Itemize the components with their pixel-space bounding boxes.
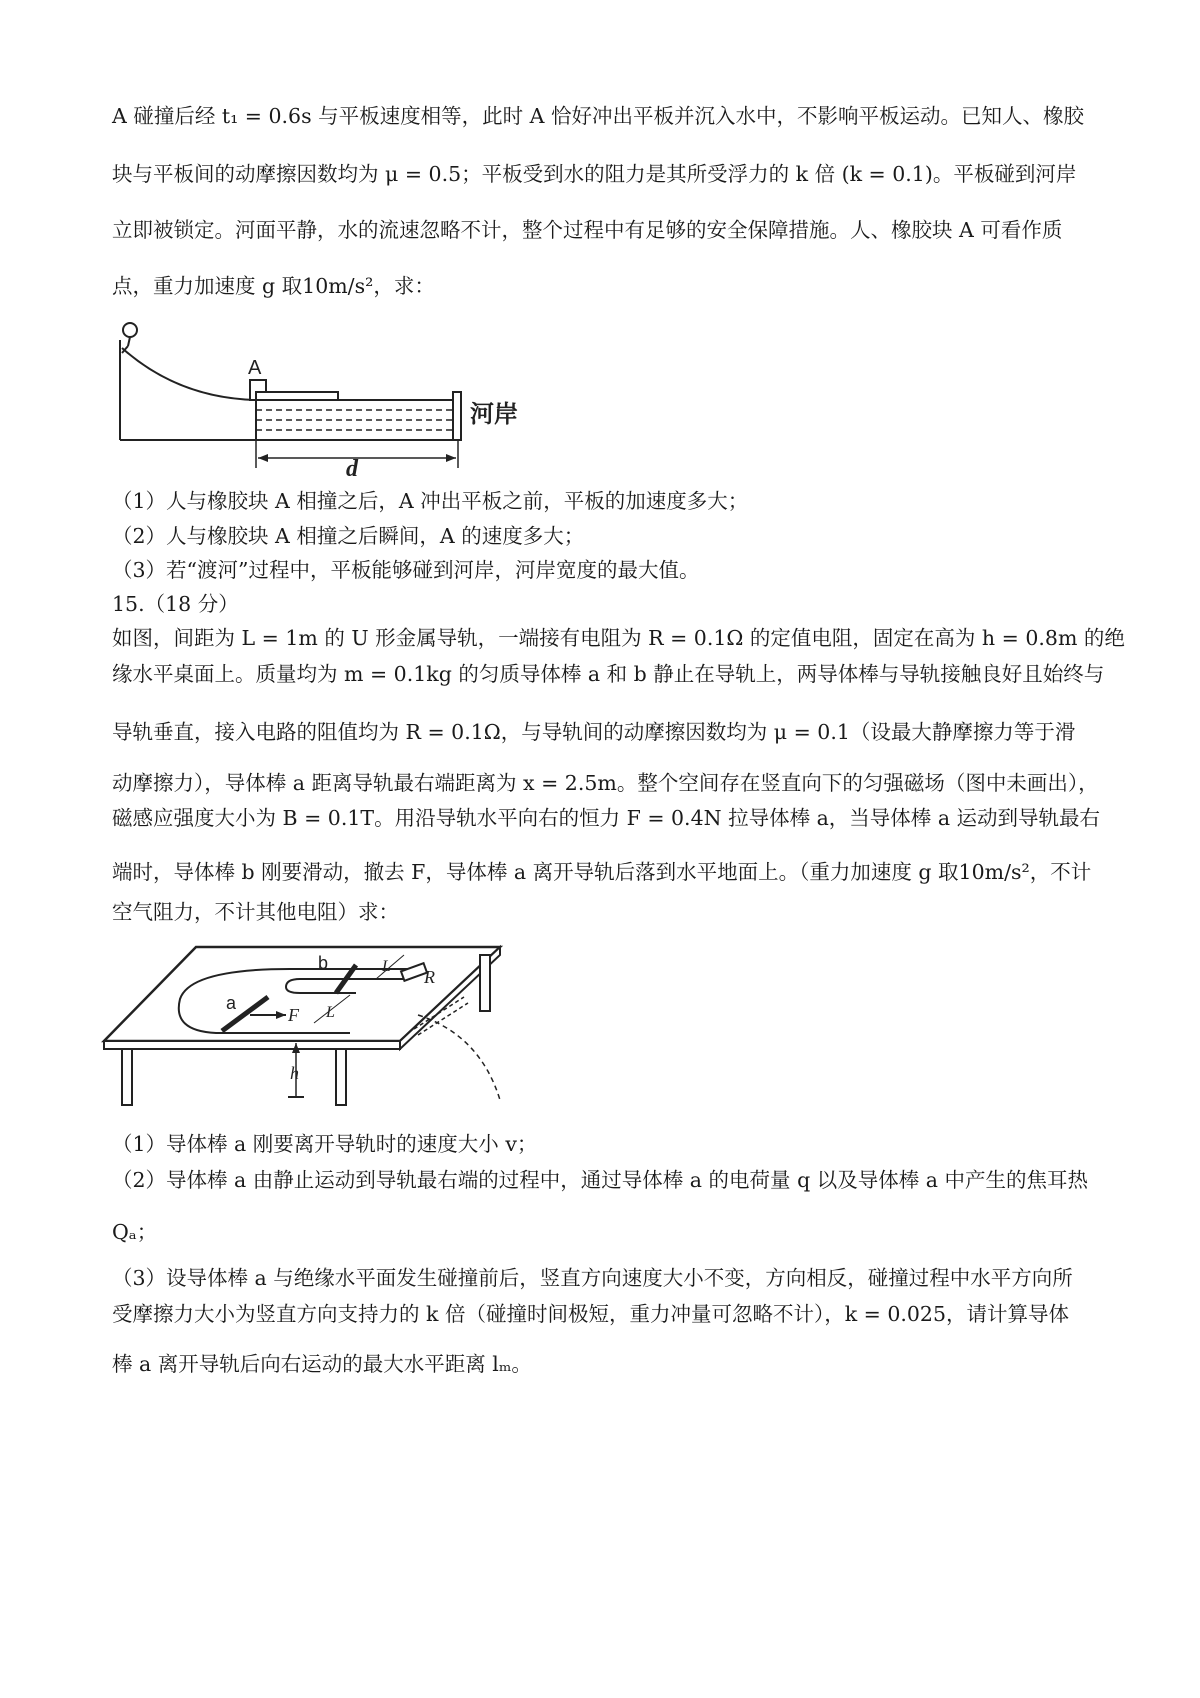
p14-question-1: （1）人与橡胶块 A 相撞之后，A 冲出平板之前，平板的加速度多大； (112, 489, 749, 513)
table-leg (336, 1049, 346, 1105)
rail-table-figure (100, 935, 510, 1110)
label-h: h (290, 1063, 299, 1083)
river-crossing-figure (108, 318, 578, 493)
river-bank (453, 392, 461, 440)
p15-question-3-end: 棒 a 离开导轨后向右运动的最大水平距离 lₘ。 (112, 1352, 532, 1376)
p15-header: 15.（18 分） (112, 592, 239, 616)
p15-question-2-cont: Qₐ； (112, 1220, 158, 1244)
floating-board (256, 392, 338, 400)
p15-line-1: 如图，间距为 L = 1m 的 U 形金属导轨，一端接有电阻为 R = 0.1Ω 的定值电阻，固定在高为 h = 0.8m 的绝 (112, 626, 1125, 650)
label-l-lower: L (326, 1004, 335, 1021)
p15-line-5: 磁感应强度大小为 B = 0.1T。用沿导轨水平向右的恒力 F = 0.4N 拉导体棒 a，当导体棒 a 运动到导轨最右 (112, 806, 1101, 830)
label-b: b (318, 953, 329, 973)
slope-curve (122, 348, 256, 400)
p15-line-6: 端时，导体棒 b 刚要滑动，撤去 F，导体棒 a 离开导轨后落到水平地面上。（重力加速度 g 取10m/s²，不计 (112, 860, 1092, 884)
p15-question-2: （2）导体棒 a 由静止运动到导轨最右端的过程中，通过导体棒 a 的电荷量 q 以及导体棒 a 中产生的焦耳热 (112, 1168, 1088, 1192)
label-a: A (248, 357, 262, 379)
p14-question-2: （2）人与橡胶块 A 相撞之后瞬间，A 的速度多大； (112, 524, 585, 548)
p14-line-3: 立即被锁定。河面平静，水的流速忽略不计，整个过程中有足够的安全保障措施。人、橡胶块 A 可看作质 (112, 218, 1063, 242)
label-d: d (346, 456, 358, 482)
label-a-rod: a (226, 993, 237, 1013)
table-leg (122, 1049, 132, 1105)
label-r: R (424, 967, 435, 987)
table-leg (480, 955, 490, 1011)
p15-line-3: 导轨垂直，接入电路的阻值均为 R = 0.1Ω，与导轨间的动摩擦因数均为 μ = 0.1（设最大静摩擦力等于滑 (112, 720, 1076, 744)
p15-line-7: 空气阻力，不计其他电阻）求： (112, 900, 399, 924)
person-icon (123, 323, 137, 337)
p14-line-2: 块与平板间的动摩擦因数均为 μ = 0.5；平板受到水的阻力是其所受浮力的 k 倍 (k = 0.1)。平板碰到河岸 (112, 162, 1077, 186)
label-l-upper: L (382, 958, 391, 975)
p15-question-1: （1）导体棒 a 刚要离开导轨时的速度大小 v； (112, 1132, 538, 1156)
label-f: F (288, 1005, 299, 1025)
p14-question-3: （3）若“渡河”过程中，平板能够碰到河岸，河岸宽度的最大值。 (112, 558, 700, 582)
p15-line-2: 缘水平桌面上。质量均为 m = 0.1kg 的匀质导体棒 a 和 b 静止在导轨上，两导体棒与导轨接触良好且始终与 (112, 662, 1105, 686)
p15-question-3: （3）设导体棒 a 与绝缘水平面发生碰撞前后，竖直方向速度大小不变，方向相反，碰撞过程中水平方向所 (112, 1266, 1073, 1290)
p14-line-4: 点，重力加速度 g 取10m/s²，求： (112, 274, 435, 298)
p15-line-4: 动摩擦力），导体棒 a 距离导轨最右端距离为 x = 2.5m。整个空间存在竖直向下的匀强磁场（图中未画出）， (112, 771, 1099, 795)
p15-question-3-cont: 受摩擦力大小为竖直方向支持力的 k 倍（碰撞时间极短，重力冲量可忽略不计），k = 0.025，请计算导体 (112, 1302, 1070, 1326)
p14-line-1: A 碰撞后经 t₁ = 0.6s 与平板速度相等，此时 A 恰好冲出平板并沉入水中，不影响平板运动。已知人、橡胶 (112, 104, 1084, 128)
label-bank: 河岸 (470, 400, 518, 428)
